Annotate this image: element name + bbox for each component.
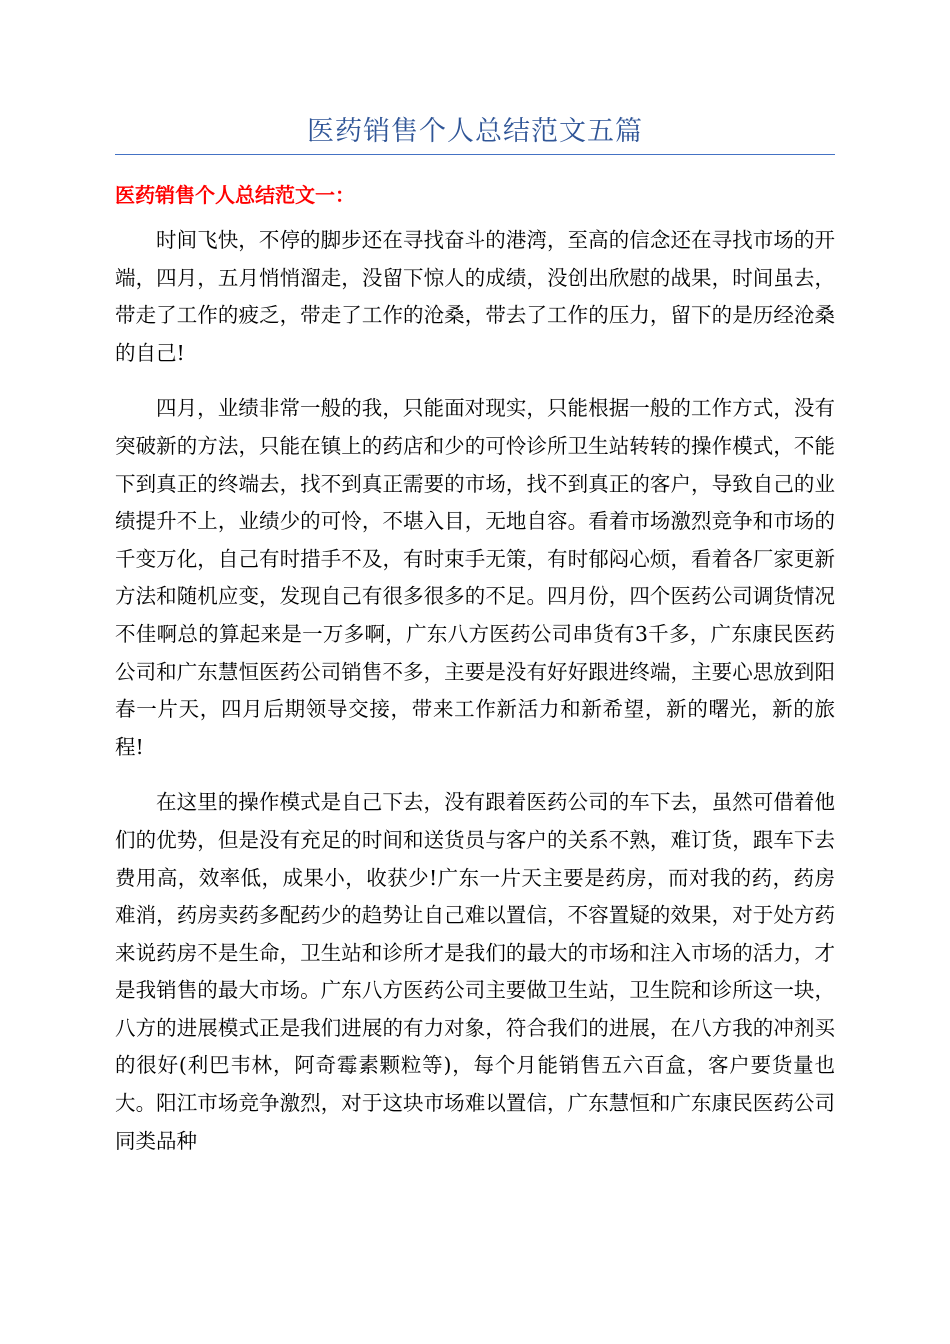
body-text	[115, 222, 835, 1178]
title-underline	[115, 154, 835, 155]
document-title: 医药销售个人总结范文五篇	[307, 116, 643, 147]
paragraph-1: 时间飞快，不停的脚步还在寻找奋斗的港湾，至高的信念还在寻找市场的开端，四月，五月悄悄溜走，没留下惊人的成绩，没创出欣慰的战果，时间虽去，带走了工作的疲乏，带走了工作的沧桑，带去了工作的压力，留下的是历经沧桑的自己!	[115, 228, 835, 365]
paragraph-2: 四月，业绩非常一般的我，只能面对现实，只能根据一般的工作方式，没有突破新的方法，只能在镇上的药店和少的可怜诊所卫生站转转的操作模式，不能下到真正的终端去，找不到真正需要的市场，找不到真正的客户，导致自己的业绩提升不上，业绩少的可怜，不堪入目，无地自容。看着市场激烈竞争和市场的千变万化，自己有时措手不及，有时束手无策，有时郁闷心烦，看着各厂家更新方法和随机应变，发现自己有很多很多的不足。四月份，四个医药公司调货情况不佳啊总的算起来是一万多啊，广东八方医药公司串货有3千多，广东康民医药公司和广东慧恒医药公司销售不多，主要是没有好好跟进终端，主要心思放到阳春一片天，四月后期领导交接，带来工作新活力和新希望，新的曙光，新的旅程!	[115, 396, 835, 759]
paragraph-3: 在这里的操作模式是自己下去，没有跟着医药公司的车下去，虽然可借着他们的优势，但是没有充足的时间和送货员与客户的关系不熟，难订货，跟车下去费用高，效率低，成果小，收获少!广东一片天主要是药房，而对我的药，药房难消，药房卖药多配药少的趋势让自己难以置信，不容置疑的效果，对于处方药来说药房不是生命，卫生站和诊所才是我们的最大的市场和注入市场的活力，才是我销售的最大市场。广东八方医药公司主要做卫生站，卫生院和诊所这一块，八方的进展模式正是我们进展的有力对象，符合我们的进展，在八方我的冲剂买的很好(利巴韦林，阿奇霉素颗粒等)，每个月能销售五六百盒，客户要货量也大。阳江市场竞争激烈，对于这块市场难以置信，广东慧恒和广东康民医药公司同类品种	[115, 790, 835, 1153]
section-heading: 医药销售个人总结范文一：	[115, 183, 355, 207]
